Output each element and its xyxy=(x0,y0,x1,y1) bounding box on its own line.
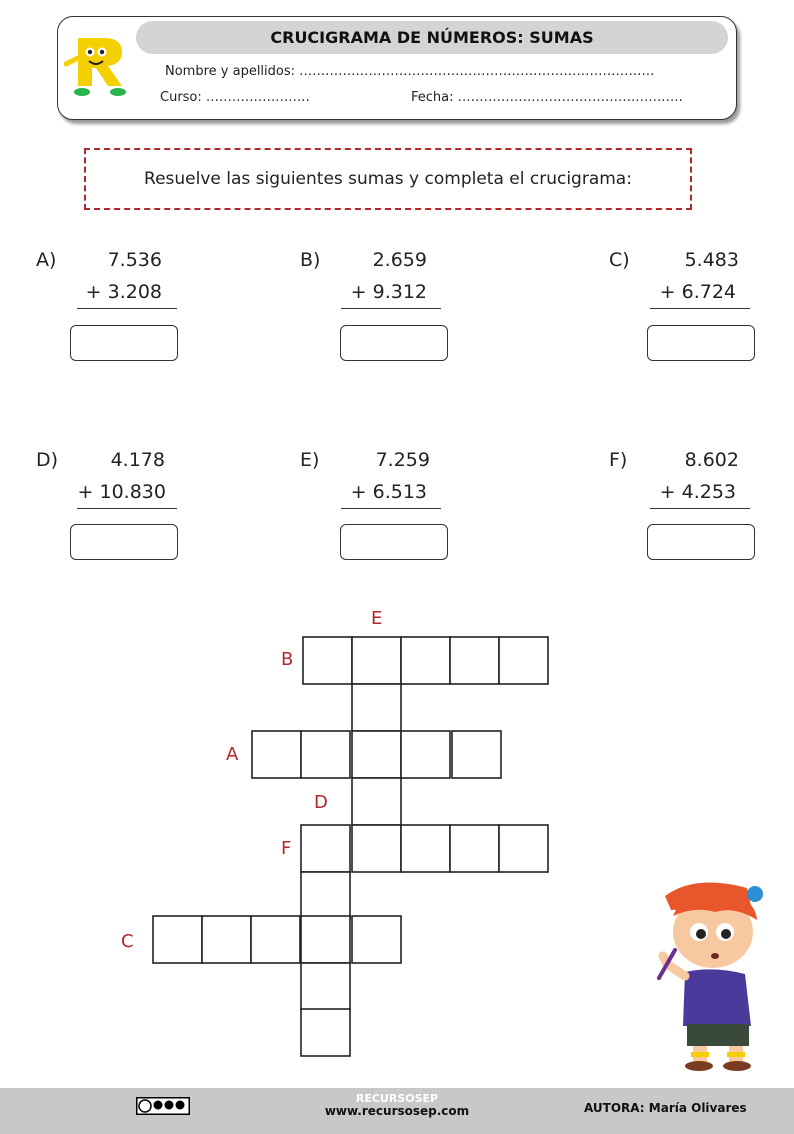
crossword-cell-c[interactable] xyxy=(251,916,300,963)
problem-d-label: D) xyxy=(36,449,59,471)
crossword-label-f: F xyxy=(281,838,292,859)
problem-a-label: A) xyxy=(36,249,57,271)
crossword-cell-f[interactable] xyxy=(352,825,401,872)
crossword-cell-b[interactable] xyxy=(352,637,401,684)
footer-brand: RECURSOSEP xyxy=(355,1092,439,1105)
problem-c-label: C) xyxy=(609,249,630,271)
crossword-cell-b[interactable] xyxy=(450,637,499,684)
crossword-cell-b[interactable] xyxy=(303,637,352,684)
problem-e-label: E) xyxy=(300,449,320,471)
crossword-cell-a[interactable] xyxy=(401,731,450,778)
crossword-label-b: B xyxy=(281,649,294,670)
crossword-cell-a[interactable] xyxy=(452,731,501,778)
crossword-cell-f[interactable] xyxy=(499,825,548,872)
problem-f-label: F) xyxy=(609,449,628,471)
crossword-label-d: D xyxy=(314,792,328,813)
instructions-box: Resuelve las siguientes sumas y completa el crucigrama: xyxy=(84,148,692,210)
problem-d-addend1: 4.178 xyxy=(110,449,165,471)
problem-e-addend1: 7.259 xyxy=(375,449,430,471)
problem-b-label: B) xyxy=(300,249,321,271)
name-field[interactable]: Nombre y apellidos: ………………………………………………………………………. xyxy=(165,64,655,79)
crossword-cell-c[interactable] xyxy=(202,916,251,963)
crossword-cell-d[interactable] xyxy=(301,872,350,919)
problem-f-addend1: 8.602 xyxy=(684,449,739,471)
crossword-label-e: E xyxy=(371,608,383,629)
crossword-cell-f[interactable] xyxy=(301,825,350,872)
worksheet-title: CRUCIGRAMA DE NÚMEROS: SUMAS xyxy=(136,21,728,54)
crossword-cell-b[interactable] xyxy=(401,637,450,684)
thinking-kid-illustration xyxy=(655,876,771,1072)
crossword-cell-f[interactable] xyxy=(450,825,499,872)
problem-c-addend1: 5.483 xyxy=(684,249,739,271)
crossword-cell-d[interactable] xyxy=(301,963,350,1010)
problem-e-addend2: + 6.513 xyxy=(350,481,427,503)
problem-a-addend2: + 3.208 xyxy=(85,281,162,303)
footer-url[interactable]: www.recursosep.com xyxy=(324,1104,470,1118)
crossword-label-c: C xyxy=(121,931,134,952)
footer-author: AUTORA: María Olivares xyxy=(584,1101,747,1115)
crossword-cell-c[interactable] xyxy=(153,916,202,963)
crossword-cell-a[interactable] xyxy=(252,731,301,778)
problem-b-addend1: 2.659 xyxy=(372,249,427,271)
crossword-cell-d[interactable] xyxy=(301,1009,350,1056)
crossword-cell-c[interactable] xyxy=(301,916,350,963)
crossword-label-a: A xyxy=(226,744,239,765)
footer-bar xyxy=(0,1088,794,1134)
problem-c-addend2: + 6.724 xyxy=(659,281,736,303)
problem-d-addend2: + 10.830 xyxy=(77,481,166,503)
crossword-cell-e[interactable] xyxy=(352,778,401,825)
crossword-cell-f[interactable] xyxy=(401,825,450,872)
crossword-cell-a[interactable] xyxy=(301,731,350,778)
crossword-cell-b[interactable] xyxy=(499,637,548,684)
course-field[interactable]: Curso: …………………… xyxy=(160,90,310,105)
crossword-cell-c[interactable] xyxy=(352,916,401,963)
problem-b-addend2: + 9.312 xyxy=(350,281,427,303)
problem-a-addend1: 7.536 xyxy=(107,249,162,271)
problem-f-addend2: + 4.253 xyxy=(659,481,736,503)
date-field[interactable]: Fecha: ……………………………………………. xyxy=(411,90,683,105)
crossword-cell-a[interactable] xyxy=(352,731,401,778)
crossword-cell-e[interactable] xyxy=(352,684,401,731)
